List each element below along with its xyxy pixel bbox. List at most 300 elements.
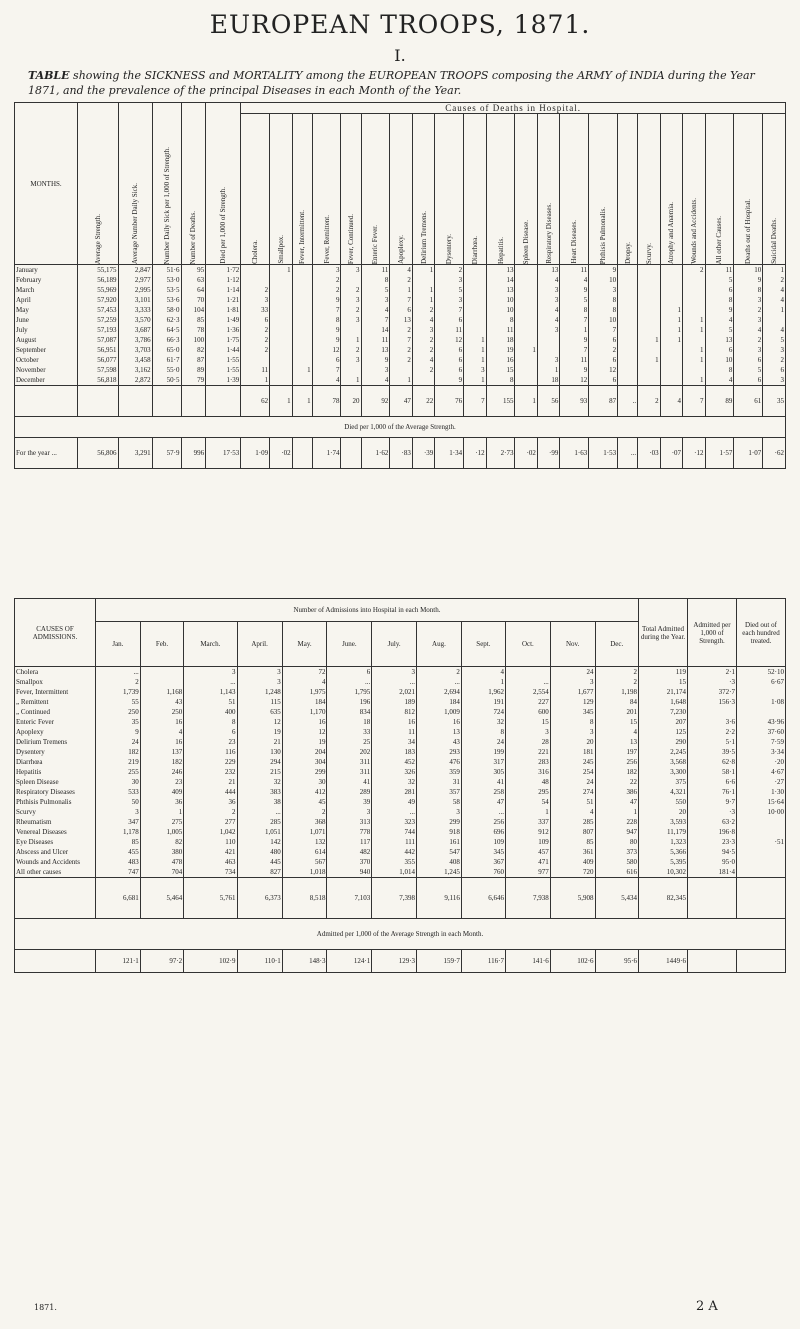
cause-value: 9·7 [688,797,737,807]
month-value: 4 [390,265,412,276]
cause-value: 15 [505,717,550,727]
admissions-total-value: 9,116 [417,878,462,919]
total-value: 1 [515,386,537,417]
admissions-total-value: 82,345 [639,878,688,919]
month-value [638,265,660,276]
cause-value: 478 [140,857,183,867]
month-value: 78 [181,325,206,335]
month-value: 2 [312,275,341,285]
cause-row [15,837,786,847]
cause-label: Delirium Tremens [15,737,96,747]
month-value [660,355,682,365]
month-value [618,305,638,315]
cause-value: 3 [237,667,282,678]
admissions-total-value: 7,398 [372,878,417,919]
cause-label: Cholera [15,667,96,678]
cause-col-label: Deaths out of Hospital. [744,199,753,264]
month-value: 7 [560,345,589,355]
cause-value [140,667,183,678]
month-value [464,285,486,295]
total-value: 92 [361,386,390,417]
cause-value: 357 [417,787,462,797]
months-group-header: Number of Admissions into Hospital in each Month. [96,599,639,622]
month-value: 8 [705,295,734,305]
cause-value: 1,051 [237,827,282,837]
month-value: 2 [341,305,361,315]
cause-value: 476 [417,757,462,767]
year-value: 1·62 [361,438,390,469]
year-value: ·99 [537,438,559,469]
month-value: 7 [560,315,589,325]
cause-row [15,747,786,757]
cause-value: 614 [282,847,327,857]
month-value: 3 [589,285,618,295]
admitted-value: 95·6 [595,950,638,973]
cause-value: 1,018 [282,867,327,878]
cause-label: All other causes [15,867,96,878]
cause-value: ... [237,807,282,817]
cause-value [737,827,786,837]
cause-value: 132 [282,837,327,847]
month-value: 6 [705,345,734,355]
admitted-value: 97·2 [140,950,183,973]
cause-col-label: Suicidal Deaths. [770,218,779,264]
cause-label: Diarrhœa [15,757,96,767]
month-value: 1·55 [206,355,241,365]
cause-value: 55 [96,697,141,707]
mortality-header-row [15,103,786,114]
cause-value: 199 [461,747,505,757]
cause-value: 137 [140,747,183,757]
cause-col-header [412,114,434,265]
cause-value: 19 [237,727,282,737]
month-col-header: Sept. [461,622,505,667]
month-col-header: Nov. [550,622,595,667]
cause-value [737,867,786,878]
cause-value: 2 [595,667,638,678]
cause-value: 15 [639,677,688,687]
totals-row [15,386,786,417]
month-value [292,355,312,365]
total-value: 2 [638,386,660,417]
month-value: 57,598 [78,365,119,375]
month-value: 95 [181,265,206,276]
cause-value: 720 [550,867,595,878]
cause-label: Phthisis Pulmonalis [15,797,96,807]
cause-value: 3·34 [737,747,786,757]
month-value: 1 [660,305,682,315]
cause-value: 3 [96,807,141,817]
cause-row [15,817,786,827]
cause-col-header [537,114,559,265]
cause-value: 2,021 [372,687,417,697]
month-value [515,365,537,375]
cause-value: ... [461,807,505,817]
cause-value: 111 [372,837,417,847]
month-value: 1·55 [206,365,241,375]
admissions-body [15,667,786,973]
month-value: 3 [734,295,763,305]
month-value: 6 [435,365,464,375]
cause-col-header [312,114,341,265]
admitted-value: 124·1 [327,950,372,973]
cause-value: 2 [595,677,638,687]
cause-value: 293 [417,747,462,757]
month-value: 4 [705,375,734,386]
month-value: 1 [464,345,486,355]
month-value [660,375,682,386]
month-value: 5 [361,285,390,295]
month-value: 7 [312,305,341,315]
month-value [638,315,660,325]
cause-value [505,667,550,678]
month-value: 6 [734,355,763,365]
cause-value: 1 [140,807,183,817]
cause-value: 299 [417,817,462,827]
month-value [390,365,412,375]
month-value: 11 [486,325,515,335]
cause-value: 463 [184,857,237,867]
month-value: 10 [589,275,618,285]
month-value: 12 [589,365,618,375]
cause-col-label: Hepatitis. [496,236,505,264]
cause-col-label: Dropsy. [623,242,632,264]
cause-value: 2 [282,807,327,817]
cause-value: 125 [639,727,688,737]
year-value: ·07 [660,438,682,469]
cause-value: 256 [595,757,638,767]
cause-value: 109 [461,837,505,847]
month-value: 6 [435,345,464,355]
month-value: 1 [638,335,660,345]
month-value [241,275,270,285]
cause-value: 635 [237,707,282,717]
cause-value: 11,179 [639,827,688,837]
month-value: 50·5 [152,375,181,386]
month-value: 2 [763,275,786,285]
cause-value: ·20 [737,757,786,767]
month-value: 3,458 [118,355,152,365]
cause-value: 196·8 [688,827,737,837]
month-value: 51·6 [152,265,181,276]
mortality-col-header [118,103,152,265]
cause-value: ... [372,677,417,687]
cause-value: 345 [461,847,505,857]
cause-value: 129 [550,697,595,707]
cause-value: 2 [96,677,141,687]
cause-value: 189 [372,697,417,707]
cause-col-header [734,114,763,265]
cause-col-header [390,114,412,265]
cause-value: 32 [372,777,417,787]
month-value: 13 [705,335,734,345]
month-value: 4 [537,315,559,325]
cause-value: 16 [282,717,327,727]
cause-value: 245 [550,757,595,767]
cause-value: 361 [550,847,595,857]
month-value [341,275,361,285]
month-value: 4 [763,285,786,295]
cause-value: 1,677 [550,687,595,697]
caption-prefix: TABLE [28,69,70,82]
month-value: 2 [390,325,412,335]
month-value: 3 [537,325,559,335]
month-row [15,315,786,325]
cause-value: 567 [282,857,327,867]
admissions-total-value: 7,938 [505,878,550,919]
per-1000-label: Died per 1,000 of the Average Strength. [15,417,786,438]
month-value: 11 [435,325,464,335]
cause-value: 8 [550,717,595,727]
month-value [638,345,660,355]
month-value: 53·0 [152,275,181,285]
cause-value: 480 [237,847,282,857]
month-value: 57,259 [78,315,119,325]
cause-value [737,847,786,857]
month-value: 4 [312,375,341,386]
cause-value: 250 [96,707,141,717]
month-value: 2 [341,345,361,355]
month-value: 7 [361,315,390,325]
admitted-value: 102·9 [184,950,237,973]
year-value: ·03 [638,438,660,469]
month-value: 2,977 [118,275,152,285]
months-header: MONTHS. [15,103,78,265]
month-value [618,365,638,375]
month-value: 1·39 [206,375,241,386]
cause-value: 8 [184,717,237,727]
month-value: 65·0 [152,345,181,355]
cause-value: 28 [505,737,550,747]
cause-value: 117 [327,837,372,847]
month-value: 1 [638,355,660,365]
cause-value: 184 [282,697,327,707]
cause-value: 704 [140,867,183,878]
month-value: 3,703 [118,345,152,355]
cause-row [15,677,786,687]
cause-value: 119 [639,667,688,678]
cause-label: Hepatitis [15,767,96,777]
month-col-header: Oct. [505,622,550,667]
month-value: 1 [537,365,559,375]
month-value: 1 [464,335,486,345]
month-value: 1 [763,265,786,276]
month-label: January [15,265,78,276]
year-value: 1·57 [705,438,734,469]
month-value [292,285,312,295]
cause-value: 181 [550,747,595,757]
month-value [292,345,312,355]
cause-label: Respiratory Diseases [15,787,96,797]
admissions-total-value: 5,908 [550,878,595,919]
month-value [270,315,292,325]
total-value: 155 [486,386,515,417]
admitted-value: 159·7 [417,950,462,973]
cause-label: „ Remittent [15,697,96,707]
month-value: 19 [486,345,515,355]
month-value: 9 [560,335,589,345]
cause-value: 19 [282,737,327,747]
month-value: 79 [181,375,206,386]
month-value: 1·21 [206,295,241,305]
cause-value: 24 [461,737,505,747]
cause-value: 204 [282,747,327,757]
cause-value: 1,005 [140,827,183,837]
month-value [241,265,270,276]
cause-value: 2,554 [505,687,550,697]
total-value: 22 [412,386,434,417]
month-value: 1 [270,265,292,276]
cause-value: 299 [282,767,327,777]
month-value: 87 [181,355,206,365]
month-value [292,295,312,305]
total-value: 78 [312,386,341,417]
cause-value: 734 [184,867,237,878]
cause-row [15,767,786,777]
month-label: July [15,325,78,335]
cause-row [15,757,786,767]
month-value: 70 [181,295,206,305]
cause-value: 15·64 [737,797,786,807]
month-value: 7 [312,365,341,375]
cause-value: 4,321 [639,787,688,797]
month-label: May [15,305,78,315]
month-value: 33 [241,305,270,315]
admissions-total-value: 7,103 [327,878,372,919]
cause-row [15,727,786,737]
cause-label: Wounds and Accidents [15,857,96,867]
table-number: I. [394,46,406,65]
cause-value: 51 [184,697,237,707]
month-value [618,295,638,305]
cause-col-header [560,114,589,265]
month-value: 2 [390,275,412,285]
cause-value: 183 [372,747,417,757]
month-label: March [15,285,78,295]
month-value [292,305,312,315]
cause-col-header [292,114,312,265]
year-value: ... [618,438,638,469]
cause-col-label: Atrophy and Anæmia. [667,201,676,264]
month-value: 1 [683,355,705,365]
mortality-col-header [181,103,206,265]
month-value: 3,162 [118,365,152,375]
month-value: 4 [361,305,390,315]
month-value: 2,995 [118,285,152,295]
month-col-header: April. [237,622,282,667]
month-value: 4 [537,305,559,315]
month-value: 1·36 [206,325,241,335]
cause-value: 47 [595,797,638,807]
month-value: 56,189 [78,275,119,285]
cause-value: 72 [282,667,327,678]
month-col-header: July. [372,622,417,667]
month-value: 2,847 [118,265,152,276]
year-value [341,438,361,469]
summary-col-header: Total Admitted during the Year. [639,599,688,667]
month-value: 3 [341,355,361,365]
month-value [270,325,292,335]
cause-value: 355 [372,857,417,867]
cause-value [737,687,786,697]
total-value [78,386,119,417]
cause-value: 274 [550,787,595,797]
year-value: ·12 [683,438,705,469]
cause-value: 4 [282,677,327,687]
month-value: 8 [361,275,390,285]
cause-value: 43·96 [737,717,786,727]
month-value: 2 [412,305,434,315]
total-value: 47 [390,386,412,417]
cause-value: 1,323 [639,837,688,847]
cause-value: 400 [184,707,237,717]
month-value: 1 [763,305,786,315]
month-value [683,335,705,345]
admitted-value: 110·1 [237,950,282,973]
total-value: 56 [537,386,559,417]
month-value: 1 [292,365,312,375]
total-value: 89 [705,386,734,417]
year-value: 1·09 [241,438,270,469]
cause-value: 7,230 [639,707,688,717]
cause-value: 4 [550,807,595,817]
cause-value: 277 [184,817,237,827]
cause-value: 43 [417,737,462,747]
cause-value: 386 [595,787,638,797]
cause-col-header [361,114,390,265]
month-value: 2 [312,285,341,295]
month-col-header: Feb. [140,622,183,667]
year-value: ·02 [515,438,537,469]
month-value: 13 [486,265,515,276]
month-col-header: March. [184,622,237,667]
cause-value: 191 [461,697,505,707]
month-value: 1 [390,285,412,295]
cause-col-header [660,114,682,265]
month-value: 3 [734,315,763,325]
month-value: 1 [683,325,705,335]
cause-value: 444 [184,787,237,797]
cause-col-label: Fever, Intermittent. [298,210,307,264]
total-value [206,386,241,417]
cause-value: 550 [639,797,688,807]
year-value: 1·07 [734,438,763,469]
month-value: 3,570 [118,315,152,325]
cause-value: 2,694 [417,687,462,697]
cause-value: 5,366 [639,847,688,857]
cause-value: 1,009 [417,707,462,717]
month-value: 3 [734,345,763,355]
cause-value: 201 [595,707,638,717]
month-value: 89 [181,365,206,375]
month-value: 63 [181,275,206,285]
month-value: 1·49 [206,315,241,325]
month-value: 1·75 [206,335,241,345]
month-value: 11 [361,335,390,345]
cause-col-label: Enteric Fever. [371,224,380,264]
month-value [618,275,638,285]
month-value: 3 [537,355,559,365]
totals-label [15,386,78,417]
month-value: 1 [412,265,434,276]
year-value: ·12 [464,438,486,469]
cause-col-label: Heart Diseases. [570,220,579,264]
cause-value: 724 [461,707,505,717]
cause-value: ... [327,677,372,687]
month-value: 57,920 [78,295,119,305]
cause-value: 452 [372,757,417,767]
cause-value: 2,245 [639,747,688,757]
